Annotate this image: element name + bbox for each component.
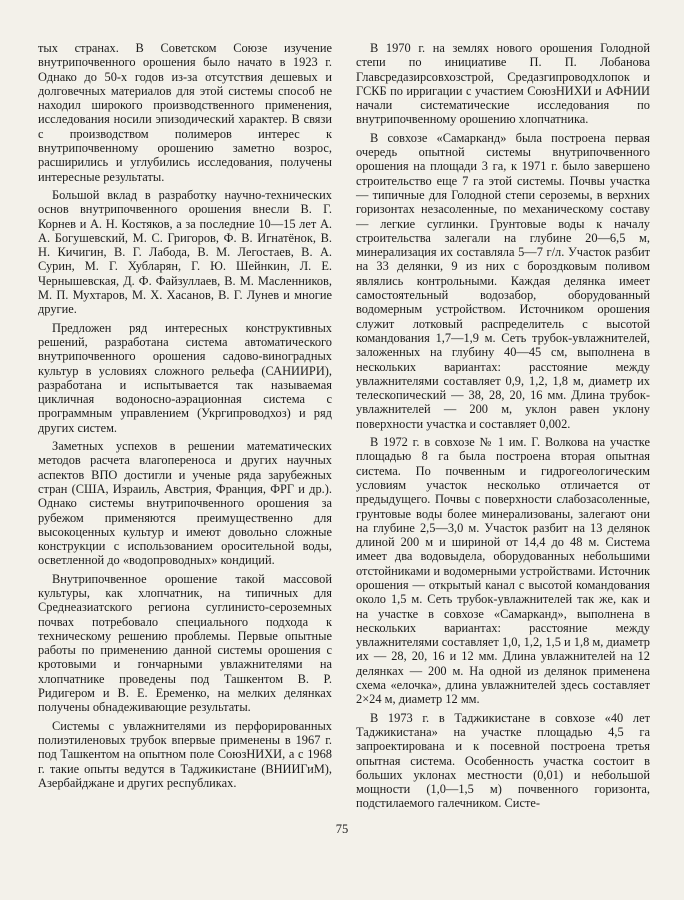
paragraph: Внутрипочвенное орошение такой массовой культуры, как хлопчатник, на типичных для Среднеазиатского региона суглинисто-сероземных почвах потребовало специального подхода к техническому решению проблемы. Первые опытные работы по применению данной системы орошения с кротовыми и гончарными увлажнителями на хлопчатнике проведены под Ташкентом В. Р. Ридигером и В. Е. Еременко, на мелких делянках получены обнадеживающие результаты.: [38, 571, 332, 715]
paragraph: В совхозе «Самарканд» была построена первая очередь опытной системы внутрипочвенного орошения на площади 3 га, к 1971 г. было завершено строительство еще 7 га этой системы. Почвы участка — типичные для Голодной степи сероземы, в верхних горизонтах незасоленные, по механическому составу — легкие суглинки. Грунтовые воды к началу строительства залегали на глубине 20—6,5 м, минерализация их составляла 5—7 г/л. Участок разбит на 33 делянки, 9 из них с бороздковым поливом являлись контрольными. Каждая делянка имеет самостоятельный водозабор, оборудованный водомерным устройством. Источником орошения служит лотковый распределитель с высотой командования 1,7—1,9 м. Сеть трубок-увлажнителей, заложенных на глубину 40—45 см, выполнена в нескольких вариантах: расстояние между увлажнителями составляет 0,9, 1,2, 1,8 м, диаметр их телескопический — 38, 28, 20, 16 мм. Длина трубок-увлажнителей — 200 м, уклон равен уклону поверхности участка и составляет 0,002.: [356, 130, 650, 431]
paragraph: Заметных успехов в решении математических методов расчета влагопереноса и других научных аспектов ВПО достигли и ученые ряда зарубежных стран (США, Израиль, Австрия, Франция, ФРГ и др.). Однако системы внутрипочвенного орошения за рубежом применяются преимущественно для высокоценных культур и имеют довольно сложные конструкции с использованием оросительной воды, осветленной до «водопроводных» кондиций.: [38, 439, 332, 568]
paragraph: Большой вклад в разработку научно-технических основ внутрипочвенного орошения внесли В. Г. Корнев и А. Н. Костяков, а за последние 10—15 лет А. А. Богушевский, М. С. Григоров, Ф. В. Игнатёнок, В. Н. Кичигин, В. Г. Лабода, В. М. Легостаев, В. А. Сурин, М. Г. Хубларян, Г. Ю. Шейнкин, Л. Е. Чернышевская, Д. Ф. Файзуллаев, В. М. Масленников, М. П. Мухтаров, М. Х. Хасанов, В. Г. Лунев и многие другие.: [38, 187, 332, 317]
right-column: [356, 41, 650, 815]
paragraph: В 1972 г. в совхозе № 1 им. Г. Волкова на участке площадью 8 га была построена вторая опытная система. По почвенным и гидрогеологическим условиям участок несколько отличается от предыдущего. Почвы с поверхности слабозасоленные, грунтовые воды более минерализованы, залегают они на глубине 2,5—3,0 м. Участок разбит на 13 делянок длиной 200 м и шириной от 14,4 до 48 м. Система имеет два водовыдела, оборудованных небольшими отстойниками и водомерными устройствами. Источник орошения — открытый канал с высотой командования около 1,5 м. Сеть трубок-увлажнителей так же, как и на участке в совхозе «Самарканд», выполнена в нескольких вариантах: расстояние между увлажнителями составляет 1,0, 1,2, 1,5 и 1,8 м, диаметр их — 28, 20, 16 и 12 мм. Длина увлажнителей на 12 делянках — 200 м. На одной из делянок применена схема «елочка», длина увлажнителей здесь составляет 2×24 м, диаметр 12 мм.: [356, 435, 650, 707]
left-column: [38, 41, 332, 794]
paragraph: В 1973 г. в Таджикистане в совхозе «40 лет Таджикистана» на участке площадью 4,5 га запроектирована и к посевной построена третья опытная система. Особенность участка состоит в больших уклонах местности (0,01) и небольшой мощности (1,0—1,5 м) почвенного горизонта, подстилаемого галечником. Систе-: [356, 710, 650, 811]
paragraph: В 1970 г. на землях нового орошения Голодной степи по инициативе П. П. Лобанова Главсредазирсовхозстрой, Средазгипроводхлопок и ГСКБ по ирригации с участием СоюзНИХИ и АФНИИ начали систематические исследования по внутрипочвенному орошению хлопчатника.: [356, 41, 650, 127]
paragraph: Предложен ряд интересных конструктивных решений, разработана система автоматического внутрипочвенного орошения садово-виноградных культур в условиях сложного рельефа (САНИИРИ), разработана и испытывается так называемая цикличная водоносно-аэрационная система с программным управлением (Укргипроводхоз) и ряд других систем.: [38, 320, 332, 435]
paragraph: тых странах. В Советском Союзе изучение внутрипочвенного орошения было начато в 1923 г. Однако до 50-х годов из-за отсутствия дешевых и долговечных материалов для этой системы способ не находил широкого производственного применения, исследования носили эпизодический характер. В связи с производством полимеров интерес к внутрипочвенному орошению заметно возрос, расширились и углубились исследования, получены интересные результаты.: [38, 41, 332, 184]
page-number: 75: [335, 822, 349, 836]
paragraph: Системы с увлажнителями из перфорированных полиэтиленовых трубок впервые применены в 1967 г. под Ташкентом на опытном поле СоюзНИХИ, а с 1968 г. такие опыты ведутся в Таджикистане (ВНИИГиМ), Азербайджане и других республиках.: [38, 718, 332, 790]
